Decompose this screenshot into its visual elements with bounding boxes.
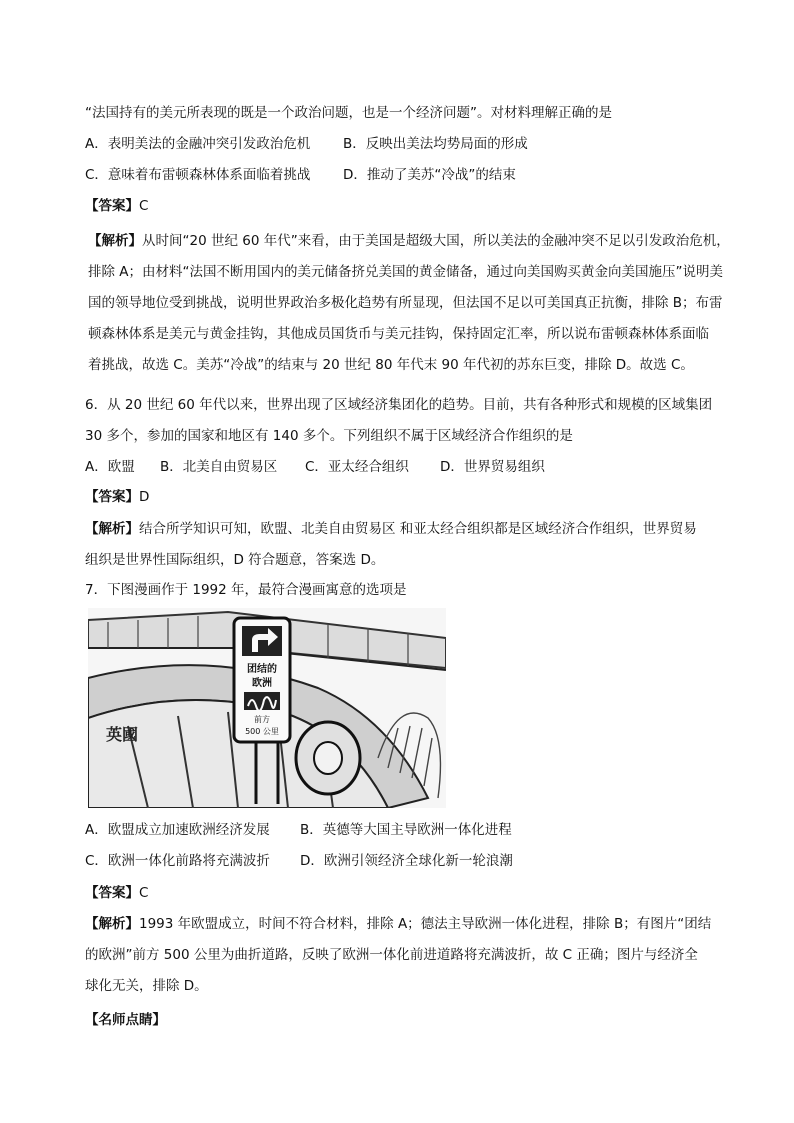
analysis-text: 从时间“20 世纪 60 年代”来看，由于美国是超级大国，所以美法的金融冲突不足以引发政治危机， (142, 233, 730, 249)
cartoon-image (88, 608, 446, 808)
analysis-text: 1993 年欧盟成立，时间不符合材料，排除 A；德法主导欧洲一体化进程，排除 B；有图片“团结 (139, 916, 712, 932)
q5-option-d: D．推动了美苏“冷战”的结束 (343, 167, 516, 183)
answer-value: D (139, 489, 150, 505)
answer-label: 【答案】 (85, 489, 139, 505)
q6-option-d: D．世界贸易组织 (440, 459, 545, 475)
analysis-label: 【解析】 (88, 233, 142, 249)
answer-value: C (139, 198, 149, 214)
q5-answer (85, 196, 148, 216)
q5-analysis-line-5: 着挑战，故选 C。美苏“冷战”的结束与 20 世纪 80 年代末 90 年代初的苏东巨变，排除 D。故选 C。 (88, 357, 694, 373)
analysis-label: 【解析】 (85, 521, 139, 537)
q5-option-a: A．表明美法的金融冲突引发政治危机 (85, 136, 311, 152)
analysis-label: 【解析】 (85, 916, 139, 932)
q7-option-d: D．欧洲引领经济全球化新一轮浪潮 (300, 853, 513, 869)
q7-analysis-line-3: 球化无关，排除 D。 (85, 978, 208, 994)
sign-text-3: 前方 (254, 715, 270, 724)
curve-arrow-icon (242, 626, 282, 656)
q5-analysis-line-4: 顿森林体系是美元与黄金挂钩，其他成员国货币与美元挂钩，保持固定汇率，所以说布雷顿森林体系面临 (88, 326, 709, 342)
q6-option-b: B．北美自由贸易区 (160, 459, 278, 475)
q6-option-c: C．亚太经合组织 (305, 459, 409, 475)
teacher-note-heading: 【名师点睛】 (85, 1012, 166, 1028)
q5-stem: “法国持有的美元所表现的既是一个政治问题，也是一个经济问题”。对材料理解正确的是 (85, 105, 612, 121)
q6-analysis-line-1 (85, 519, 697, 539)
q7-stem: 7．下图漫画作于 1992 年，最符合漫画寓意的选项是 (85, 582, 407, 598)
q7-analysis-line-1 (85, 914, 711, 934)
q6-option-a: A．欧盟 (85, 459, 135, 475)
q7-option-c: C．欧洲一体化前路将充满波折 (85, 853, 270, 869)
answer-value: C (139, 885, 149, 901)
sign-text-4: 500 公里 (245, 727, 279, 736)
q7-answer (85, 883, 148, 903)
q6-answer (85, 487, 149, 507)
q6-stem-line-1: 6．从 20 世纪 60 年代以来，世界出现了区域经济集团化的趋势。目前，共有各种形式和规模的区域集团 (85, 397, 713, 413)
q7-analysis-line-2: 的欧洲”前方 500 公里为曲折道路，反映了欧洲一体化前进道路将充满波折，故 C 正确；图片与经济全 (85, 947, 698, 963)
analysis-text: 结合所学知识可知，欧盟、北美自由贸易区 和亚太经合组织都是区域经济合作组织，世界贸易 (139, 521, 697, 537)
sign-text-1: 团结的 (247, 664, 277, 675)
q7-option-b: B．英德等大国主导欧洲一体化进程 (300, 822, 512, 838)
q5-option-c: C．意味着布雷顿森林体系面临着挑战 (85, 167, 311, 183)
q6-stem-line-2: 30 多个，参加的国家和地区有 140 多个。下列组织不属于区域经济合作组织的是 (85, 428, 573, 444)
cartoon-side-text: 英國 (106, 725, 139, 744)
q7-option-a: A．欧盟成立加速欧洲经济发展 (85, 822, 270, 838)
q5-analysis-line-3: 国的领导地位受到挑战，说明世界政治多极化趋势有所显现，但法国不足以可美国真正抗衡，排除 B；布雷 (88, 295, 723, 311)
q6-analysis-line-2: 组织是世界性国际组织，D 符合题意，答案选 D。 (85, 552, 385, 568)
q5-analysis-line-1 (88, 231, 730, 251)
answer-label: 【答案】 (85, 198, 139, 214)
q5-analysis-line-2: 排除 A；由材料“法国不断用国内的美元储备挤兑美国的黄金储备，通过向美国购买黄金向美国施压”说明美 (88, 264, 724, 280)
sign-text-2: 欧洲 (252, 678, 272, 689)
winding-road-icon (244, 692, 280, 711)
answer-label: 【答案】 (85, 885, 139, 901)
q5-option-b: B．反映出美法均势局面的形成 (343, 136, 528, 152)
